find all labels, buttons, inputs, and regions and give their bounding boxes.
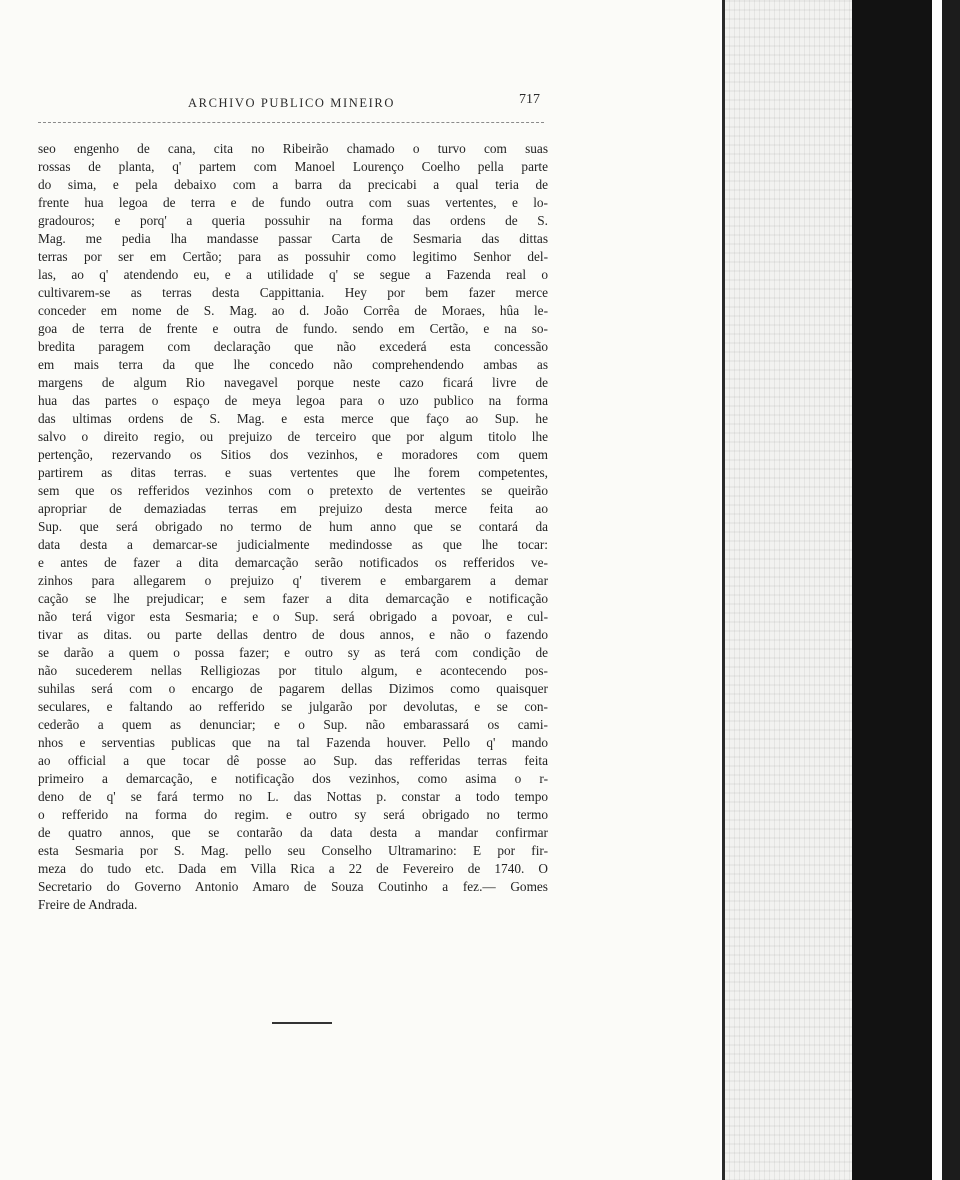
text-line: salvo o direito regio, ou prejuizo de terceiro que por algum titolo lhe	[38, 429, 548, 444]
text-line: apropriar de demaziadas terras em prejuizo desta merce feita ao	[38, 501, 548, 516]
end-rule	[272, 1022, 332, 1024]
text-line: suhilas será com o encargo de pagarem dellas Dizimos como quaisquer	[38, 681, 548, 696]
text-line: pertenção, rezervando os Sitios dos vezinhos, e moradores com quem	[38, 447, 548, 462]
text-line: Mag. me pedia lha mandasse passar Carta de Sesmaria das dittas	[38, 231, 548, 246]
text-line: ao official a que tocar dê posse ao Sup. das refferidas terras feita	[38, 753, 548, 768]
text-line: rossas de planta, q' partem com Manoel Lourenço Coelho pella parte	[38, 159, 548, 174]
text-line: conceder em nome de S. Mag. ao d. João Corrêa de Moraes, hûa le-	[38, 303, 548, 318]
header-rule	[38, 122, 544, 123]
text-line: e antes de fazer a dita demarcação serão notificados os refferidos ve-	[38, 555, 548, 570]
binding-edge-texture	[724, 0, 852, 1180]
text-line: primeiro a demarcação, e notificação dos vezinhos, como asima o r-	[38, 771, 548, 786]
text-line: Freire de Andrada.	[38, 897, 138, 912]
text-line: seo engenho de cana, cita no Ribeirão chamado o turvo com suas	[38, 141, 548, 156]
text-line: do sima, e pela debaixo com a barra da precicabi a qual teria de	[38, 177, 548, 192]
text-line: deno de q' se fará termo no L. das Nottas p. constar a todo tempo	[38, 789, 548, 804]
text-line: em mais terra da que lhe concedo não comprehendendo ambas as	[38, 357, 548, 372]
text-line: não sucederem nellas Relligiozas por titulo algum, e acontecendo pos-	[38, 663, 548, 678]
text-line: hua das partes o espaço de meya legoa para o uzo publico na forma	[38, 393, 548, 408]
text-line: não terá vigor esta Sesmaria; e o Sup. será obrigado a povoar, e cul-	[38, 609, 548, 624]
page-header	[38, 92, 544, 116]
text-line: goa de terra de frente e outra de fundo. sendo em Certão, e na so-	[38, 321, 548, 336]
binding-shadow	[852, 0, 932, 1180]
text-line: seculares, e faltando ao refferido se julgarão por devolutas, e se con-	[38, 699, 548, 714]
text-line: frente hua legoa de terra e de fundo outra com suas vertentes, e lo-	[38, 195, 548, 210]
text-line: cederão a quem as denunciar; e o Sup. não embarassará os cami-	[38, 717, 548, 732]
text-line: Sup. que será obrigado no termo de hum anno que se contará da	[38, 519, 548, 534]
text-line: margens de algum Rio navegavel porque neste cazo ficará livre de	[38, 375, 548, 390]
text-line: las, ao q' atendendo eu, e a utilidade q' se segue a Fazenda real o	[38, 267, 548, 282]
page-number: 717	[519, 92, 540, 107]
text-line: partirem as ditas terras. e suas vertentes que lhe forem competentes,	[38, 465, 548, 480]
text-line: terras por ser em Certão; para as possuhir como legitimo Senhor del-	[38, 249, 548, 264]
text-line: Secretario do Governo Antonio Amaro de Souza Coutinho a fez.— Gomes	[38, 879, 548, 894]
text-line: de quatro annos, que se contarão da data desta a mandar confirmar	[38, 825, 548, 840]
text-line: o refferido na forma do regim. e outro sy será obrigado no termo	[38, 807, 548, 822]
body-text	[38, 140, 548, 914]
text-line: bredita paragem com declaração que não excederá esta concessão	[38, 339, 548, 354]
outer-edge	[942, 0, 960, 1180]
text-line: data desta a demarcar-se judicialmente medindosse as que lhe tocar:	[38, 537, 548, 552]
text-line: gradouros; e porq' a queria possuhir na forma das ordens de S.	[38, 213, 548, 228]
text-line: esta Sesmaria por S. Mag. pello seu Conselho Ultramarino: E por fir-	[38, 843, 548, 858]
text-line: zinhos para allegarem o prejuizo q' tiverem e embargarem a demar	[38, 573, 548, 588]
text-line: cultivarem-se as terras desta Cappittania. Hey por bem fazer merce	[38, 285, 548, 300]
page-edge-line	[722, 0, 725, 1180]
text-line: cação se lhe prejudicar; e sem fazer a dita demarcação e notificação	[38, 591, 548, 606]
text-line: se darão a quem o possa fazer; e outro sy as terá com condição de	[38, 645, 548, 660]
text-line: tivar as ditas. ou parte dellas dentro de dous annos, e não o fazendo	[38, 627, 548, 642]
text-line: nhos e serventias publicas que na tal Fazenda houver. Pello q' mando	[38, 735, 548, 750]
running-title: ARCHIVO PUBLICO MINEIRO	[188, 96, 395, 110]
text-line: das ultimas ordens de S. Mag. e esta merce que faço ao Sup. he	[38, 411, 548, 426]
binding-gap	[932, 0, 942, 1180]
text-line: sem que os refferidos vezinhos com o pretexto de vertentes se queirão	[38, 483, 548, 498]
text-line: meza do tudo etc. Dada em Villa Rica a 22 de Fevereiro de 1740. O	[38, 861, 548, 876]
